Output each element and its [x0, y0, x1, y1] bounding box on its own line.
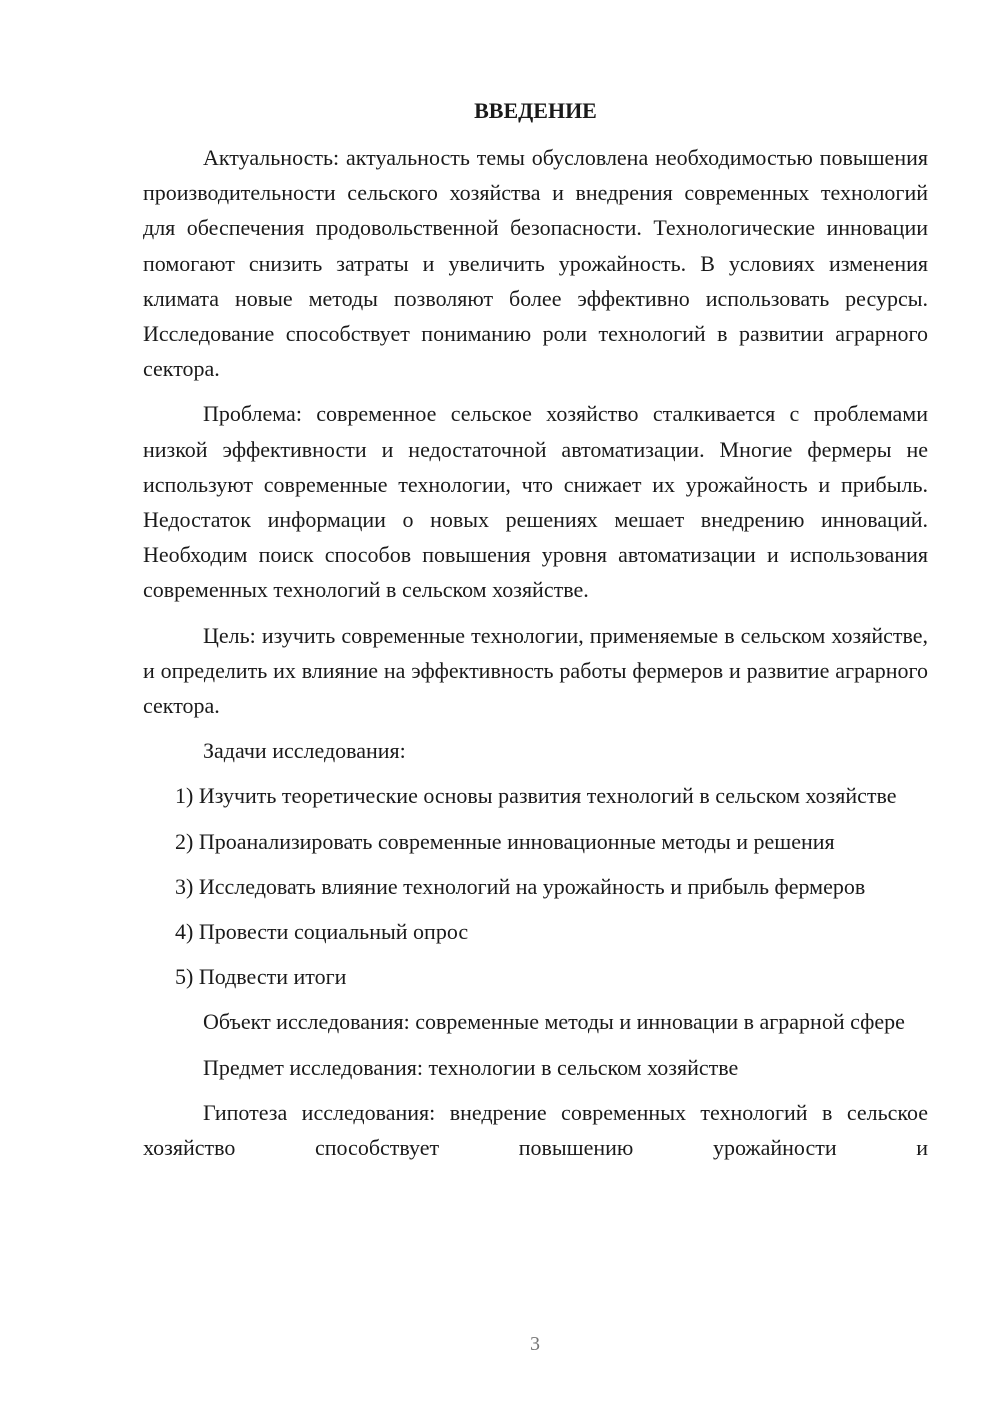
paragraph-object: Объект исследования: современные методы и инновации в аграрной сфере — [203, 1009, 905, 1035]
task-item: 4) Провести социальный опрос — [175, 919, 469, 945]
section-heading: ВВЕДЕНИЕ — [474, 98, 597, 123]
task-item: 3) Исследовать влияние технологий на урожайность и прибыль фермеров — [175, 873, 866, 899]
task-item: 5) Подвести итоги — [175, 964, 347, 990]
paragraph-goal: Цель: изучить современные технологии, применяемые в сельском хозяйстве, и определить их влияние на эффективность работы фермеров и развитие аграрного сектора. — [143, 622, 928, 719]
paragraph-subject: Предмет исследования: технологии в сельском хозяйстве — [203, 1054, 739, 1080]
paragraph-hypothesis: Гипотеза исследования: внедрение современных технологий в сельское хозяйство способствует повышению урожайности и — [143, 1099, 928, 1161]
task-item: 2) Проанализировать современные инновационные методы и решения — [175, 828, 835, 854]
document-body — [143, 93, 928, 1175]
task-item: 1) Изучить теоретические основы развития технологий в сельском хозяйстве — [175, 783, 897, 809]
page-number: 3 — [530, 1333, 540, 1355]
paragraph-problem: Проблема: современное сельское хозяйство сталкивается с проблемами низкой эффективности и недостаточной автоматизации. Многие фермеры не используют современные технологии, что снижает их урожайность и прибыль. Недостаток информации о новых решениях мешает внедрению инноваций. Необходим поиск способов повышения уровня автоматизации и использования современных технологий в сельском хозяйстве. — [143, 401, 928, 603]
paragraph-relevance: Актуальность: актуальность темы обусловлена необходимостью повышения производительности сельского хозяйства и внедрения современных технологий для обеспечения продовольственной безопасности. Технологические инновации помогают снизить затраты и увеличить урожайность. В условиях изменения климата новые методы позволяют более эффективно использовать ресурсы. Исследование способствует пониманию роли технологий в развитии аграрного сектора. — [143, 145, 928, 382]
paragraph-tasks-title: Задачи исследования: — [203, 738, 406, 764]
